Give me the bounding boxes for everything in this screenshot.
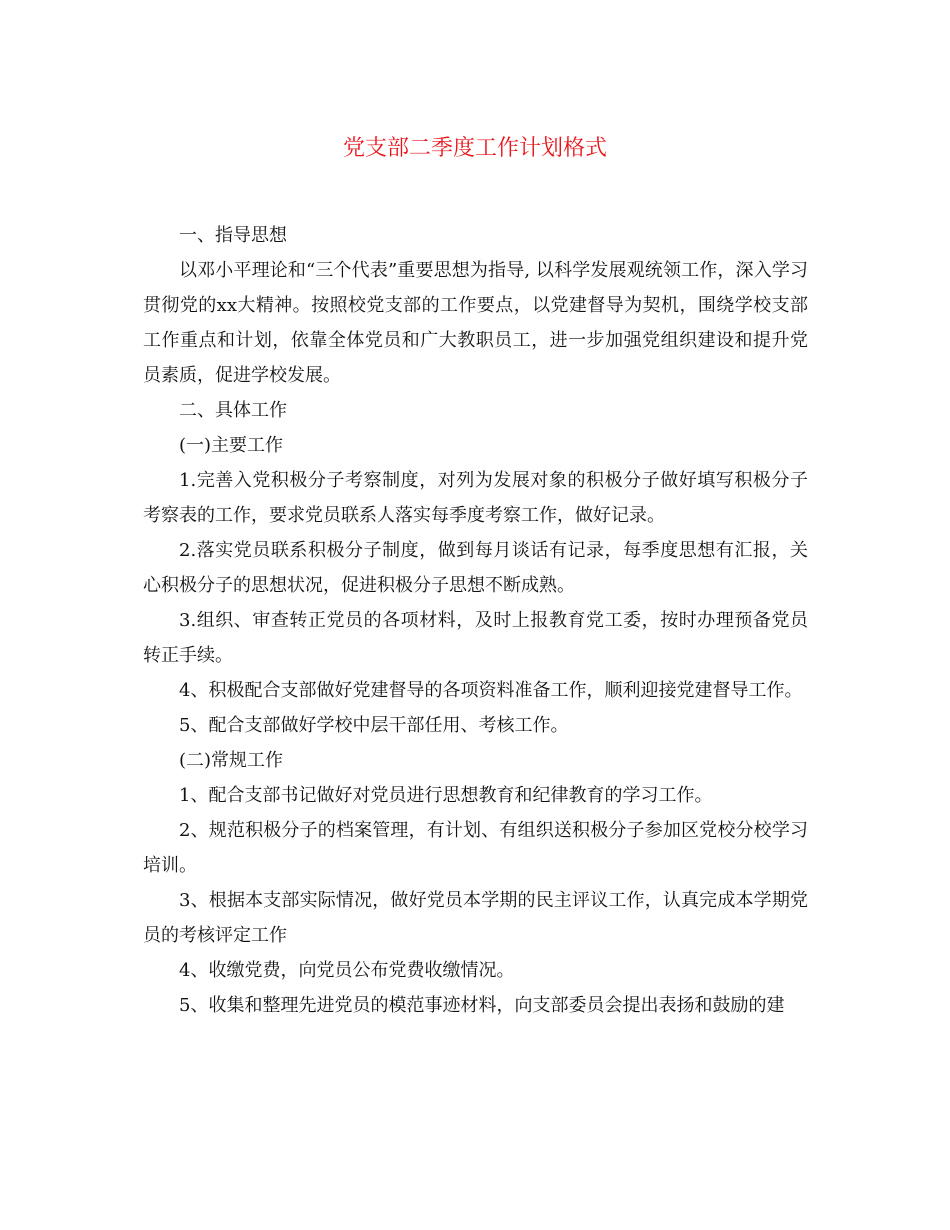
main-work-item-4: 4、积极配合支部做好党建督导的各项资料准备工作，顺利迎接党建督导工作。: [179, 680, 803, 701]
heading-specific-work: 二、具体工作: [179, 400, 287, 421]
routine-work-item-2: 2、规范积极分子的档案管理，有计划、有组织送积极分子参加区党校分校学习培训。: [143, 820, 808, 876]
main-work-item-2: 2.落实党员联系积极分子制度，做到每月谈话有记录，每季度思想有汇报，关心积极分子的思想状况，促进积极分子思想不断成熟。: [143, 540, 808, 596]
document-body: [143, 218, 808, 1023]
main-work-item-3: 3.组织、审查转正党员的各项材料，及时上报教育党工委，按时办理预备党员转正手续。: [143, 610, 808, 666]
routine-work-item-3: 3、根据本支部实际情况，做好党员本学期的民主评议工作，认真完成本学期党员的考核评定工作: [143, 890, 808, 946]
paragraph-guiding-ideology: 以邓小平理论和“三个代表”重要思想为指导, 以科学发展观统领工作，深入学习贯彻党的xx大精神。按照校党支部的工作要点，以党建督导为契机，围绕学校支部工作重点和计划，依靠全体党员和广大教职员工，进一步加强党组织建设和提升党员素质，促进学校发展。: [143, 260, 808, 386]
subheading-routine-work: (二)常规工作: [179, 750, 284, 771]
routine-work-item-1: 1、配合支部书记做好对党员进行思想教育和纪律教育的学习工作。: [179, 785, 713, 806]
main-work-item-5: 5、配合支部做好学校中层干部任用、考核工作。: [179, 715, 569, 736]
document-title: 党支部二季度工作计划格式: [342, 136, 607, 161]
main-work-item-1: 1.完善入党积极分子考察制度，对列为发展对象的积极分子做好填写积极分子考察表的工作，要求党员联系人落实每季度考察工作，做好记录。: [143, 470, 808, 526]
heading-guiding-ideology: 一、指导思想: [179, 225, 287, 246]
routine-work-item-4: 4、收缴党费，向党员公布党费收缴情况。: [179, 960, 515, 981]
routine-work-item-5: 5、收集和整理先进党员的模范事迹材料，向支部委员会提出表扬和鼓励的建: [179, 995, 785, 1016]
subheading-main-work: (一)主要工作: [179, 435, 284, 456]
